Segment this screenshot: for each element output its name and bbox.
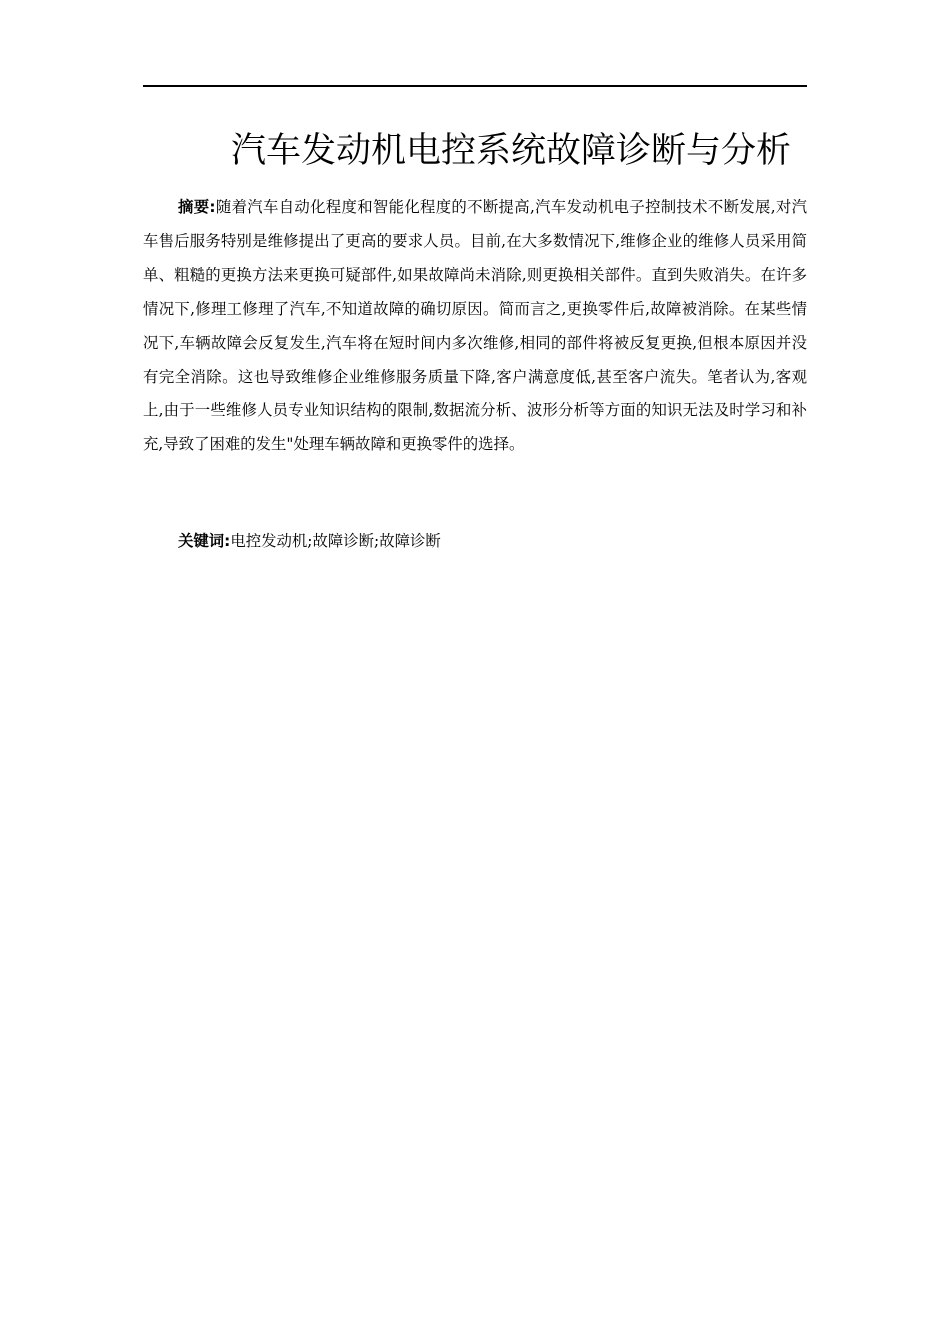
abstract-label: 摘要: — [178, 198, 216, 216]
keywords-label: 关键词: — [178, 532, 231, 550]
keywords-text: 电控发动机;故障诊断;故障诊断 — [230, 532, 441, 550]
header-rule — [143, 85, 807, 87]
document-title: 汽车发动机电控系统故障诊断与分析 — [231, 131, 792, 171]
abstract-paragraph — [143, 191, 807, 462]
keywords-paragraph — [143, 525, 807, 559]
abstract-text: 随着汽车自动化程度和智能化程度的不断提高,汽车发动机电子控制技术不断发展,对汽车售后服务特别是维修提出了更高的要求人员。目前,在大多数情况下,维修企业的维修人员采用简单、粗糙的更换方法来更换可疑部件,如果故障尚未消除,则更换相关部件。直到失败消失。在许多情况下,修理工修理了汽车,不知道故障的确切原因。简而言之,更换零件后,故障被消除。在某些情况下,车辆故障会反复发生,汽车将在短时间内多次维修,相同的部件将被反复更换,但根本原因并没有完全消除。这也导致维修企业维修服务质量下降,客户满意度低,甚至客户流失。笔者认为,客观上,由于一些维修人员专业知识结构的限制,数据流分析、波形分析等方面的知识无法及时学习和补充,导致了困难的发生"处理车辆故障和更换零件的选择。 — [143, 198, 807, 454]
